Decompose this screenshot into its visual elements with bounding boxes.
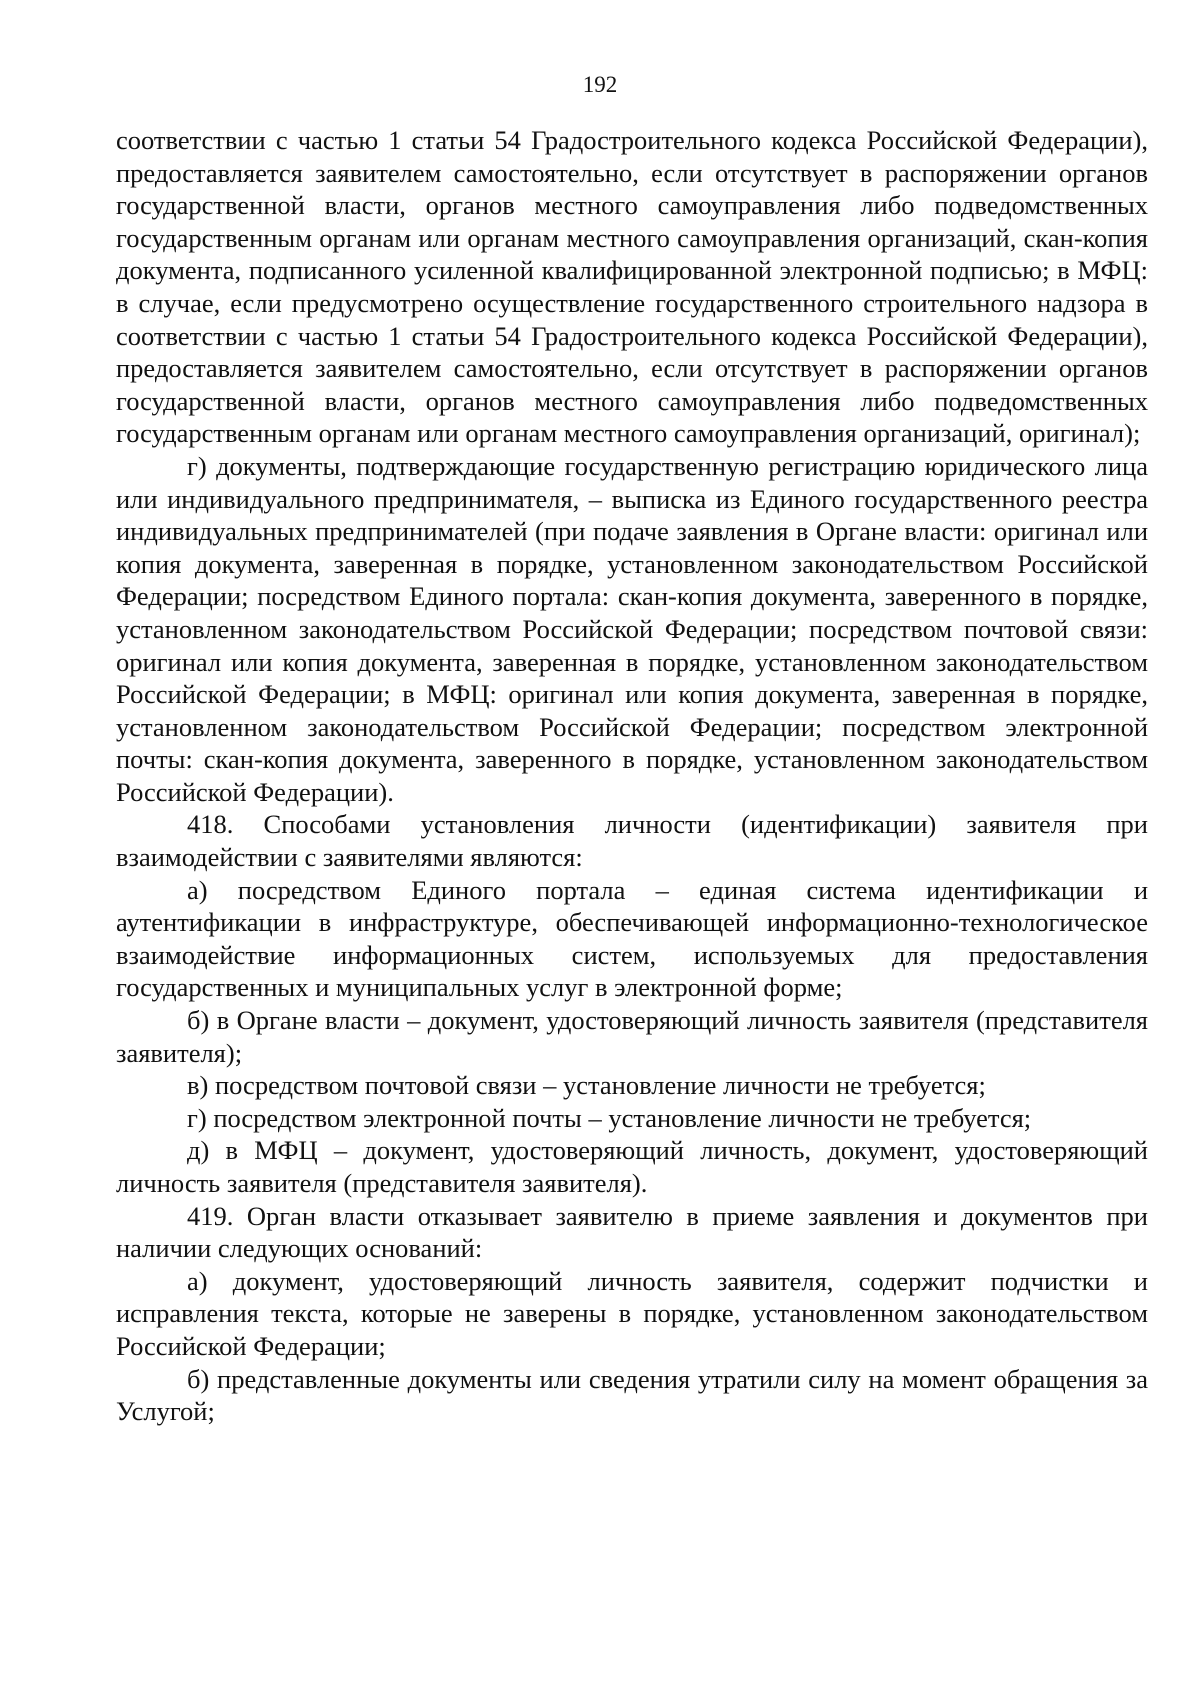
- paragraph-continuation: соответствии с частью 1 статьи 54 Градостроительного кодекса Российской Федерации), предоставляется заявителем самостоятельно, если отсутствует в распоряжении органов государственной власти, органов местного самоуправления либо подведомственных государственным органам или органам местного самоуправления организаций, скан-копия документа, подписанного усиленной квалифицированной электронной подписью; в МФЦ: в случае, если предусмотрено осуществление государственного строительного надзора в соответствии с частью 1 статьи 54 Градостроительного кодекса Российской Федерации), предоставляется заявителем самостоятельно, если отсутствует в распоряжении органов государственной власти, органов местного самоуправления либо подведомственных государственным органам или органам местного самоуправления организаций, оригинал);: [116, 125, 1148, 449]
- paragraph-clause-419-a: а) документ, удостоверяющий личность заявителя, содержит подчистки и исправления текста, которые не заверены в порядке, установленном законодательством Российской Федерации;: [116, 1265, 1148, 1361]
- paragraph-clause-419: 419. Орган власти отказывает заявителю в приеме заявления и документов при наличии следующих оснований:: [116, 1200, 1148, 1264]
- paragraph-clause-419-b: б) представленные документы или сведения утратили силу на момент обращения за Услугой;: [116, 1363, 1148, 1427]
- paragraph-clause-418-b: б) в Органе власти – документ, удостоверяющий личность заявителя (представителя заявителя);: [116, 1005, 1148, 1068]
- page-number: 192: [582, 72, 618, 97]
- paragraph-item-g-registration-docs: г) документы, подтверждающие государственную регистрацию юридического лица или индивидуального предпринимателя, – выписка из Единого государственного реестра индивидуальных предпринимателей (при подаче заявления в Органе власти: оригинал или копия документа, заверенная в порядке, установленном законодательством Российской Федерации; посредством Единого портала: скан-копия документа, заверенного в порядке, установленном законодательством Российской Федерации; посредством почтовой связи: оригинал или копия документа, заверенная в порядке, установленном законодательством Российской Федерации; в МФЦ: оригинал или копия документа, заверенная в порядке, установленном законодательством Российской Федерации; посредством электронной почты: скан-копия документа, заверенного в порядке, установленном законодательством Российской Федерации).: [116, 450, 1148, 807]
- paragraph-clause-418-a: а) посредством Единого портала – единая система идентификации и аутентификации в инфраструктуре, обеспечивающей информационно-технологическое взаимодействие информационных систем, используемых для предоставления государственных и муниципальных услуг в электронной форме;: [116, 874, 1148, 1003]
- paragraph-clause-418: 418. Способами установления личности (идентификации) заявителя при взаимодействии с заявителями являются:: [116, 809, 1148, 873]
- document-body: [116, 124, 1148, 1428]
- paragraph-clause-418-d: д) в МФЦ – документ, удостоверяющий личность, документ, удостоверяющий личность заявителя (представителя заявителя).: [116, 1135, 1148, 1198]
- paragraph-clause-418-g: г) посредством электронной почты – установление личности не требуется;: [187, 1102, 1032, 1133]
- paragraph-clause-418-v: в) посредством почтовой связи – установление личности не требуется;: [187, 1070, 986, 1101]
